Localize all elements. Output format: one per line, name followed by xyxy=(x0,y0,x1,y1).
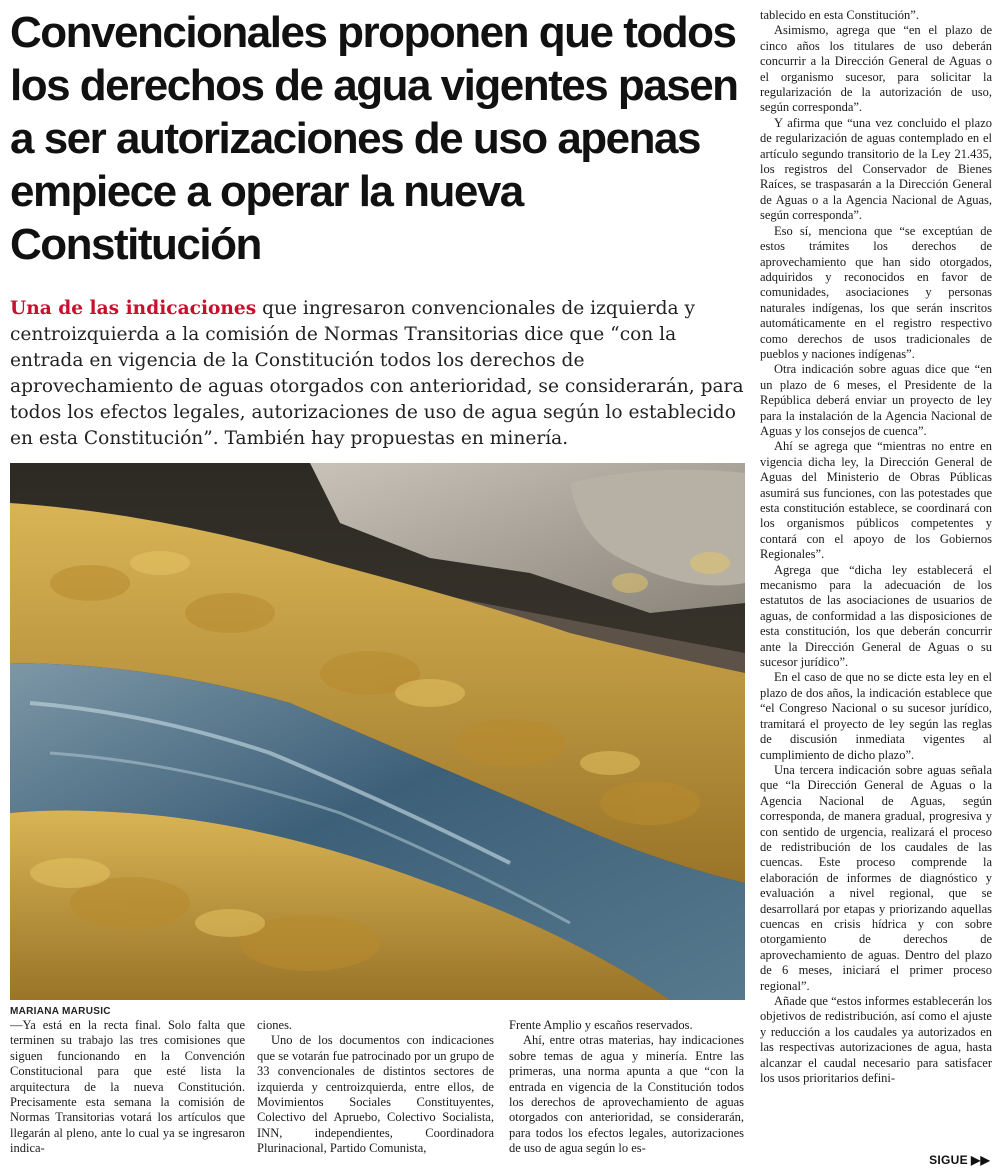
paragraph: —Ya está en la recta final. Solo falta que terminen su trabajo las tres comisiones que siguen funcionando en la Convención Constitucional para que esté lista la arquitectura de la nueva Constitución. Precisamente esta semana la comisión de Normas Transitorias votará los artículos que llegarán al pleno, ante lo cual ya se ingresaron indica- xyxy=(10,1018,245,1156)
paragraph: tablecido en esta Constitución”. xyxy=(760,8,919,22)
paragraph: Uno de los documentos con indicaciones que se votarán fue patrocinado por un grupo de 33 convencionales de distintos sectores de izquierda y centroizquierda, entre ellos, de Movimientos Sociales Constituyentes, Colectivo del Apruebo, Colectivo Socialista, INN, independientes, Coordinadora Plurinacional, Partido Comunista, xyxy=(257,1033,494,1156)
continue-label: SIGUE xyxy=(929,1153,968,1167)
continue-marker xyxy=(929,1153,990,1167)
paragraph: Otra indicación sobre aguas dice que “en un plazo de 6 meses, el Presidente de la República deberá enviar un proyecto de ley para la instalación de la Agencia Nacional de Aguas y los consejos de cuenca”. xyxy=(760,362,992,438)
paragraph: Añade que “estos informes establecerán los objetivos de redistribución, así como el ajuste y reducción a los caudales ya autorizados en las respectivas autorizaciones de agua, hasta alcanzar el caudal necesario para satisfacer los usos prioritarios defini- xyxy=(760,994,992,1086)
paragraph: Eso sí, menciona que “se exceptúan de estos trámites los derechos de aprovechamiento que han sido otorgados, adquiridos y reconocidos en favor de comunidades, asociaciones y personas naturales indígenas, los que serán inscritos automáticamente en el registro respectivo como derechos de usos tradicionales de pueblos y naciones indígenas”. xyxy=(760,223,992,361)
paragraph: En el caso de que no se dicte esta ley en el plazo de dos años, la indicación establece que “el Congreso Nacional o su sucesor jurídico, tramitará el proyecto de ley según las reglas de discusión inmediata vigentes al cumplimiento de dicho plazo”. xyxy=(760,670,992,762)
paragraph: Asimismo, agrega que “en el plazo de cinco años los titulares de uso deberán concurrir a la Dirección General de Aguas o el organismo sucesor, para solicitar la regularización de la autorización de uso, según corresponda”. xyxy=(760,23,992,115)
byline: MARIANA MARUSIC xyxy=(10,1006,111,1017)
lead-paragraph xyxy=(10,296,745,452)
column-1 xyxy=(10,1018,245,1170)
column-4 xyxy=(760,8,992,1150)
paragraph: Ahí se agrega que “mientras no entre en vigencia dicha ley, la Dirección General de Aguas del Ministerio de Obras Públicas asumirá sus funciones, con las potestades que esta constitución establece, se coordinará con los organismos públicos competentes y contará con el apoyo de los Gobiernos Regionales”. xyxy=(760,439,992,562)
continue-arrow-icon: ▶▶ xyxy=(970,1153,990,1167)
paragraph: Una tercera indicación sobre aguas señala que “la Dirección General de Aguas o la Agencia Nacional de Aguas, según corresponda, de manera gradual, progresiva y con sentido de urgencia, realizará el proceso de redistribución de los caudales de las cuencas. Este proceso comprende la elaboración de informes de diagnóstico y evaluación a nivel regional, que se desarrollará por etapas y priorizando aquellas cuencas en crisis hídrica y con sobre otorgamiento de derechos de aprovechamiento de aguas. Dentro del plazo de 6 meses, iniciará el primer proceso regional”. xyxy=(760,762,992,993)
paragraph: Ahí, entre otras materias, hay indicaciones sobre temas de agua y minería. Entre las primeras, una norma apunta a que “con la entrada en vigencia de la Constitución todos los derechos de aprovechamiento de aguas otorgados con anterioridad, se considerarán, para todos los efectos legales, autorizaciones de uso de agua según lo es- xyxy=(509,1033,744,1156)
article-photo xyxy=(10,463,745,1000)
photo-altiplano-stream xyxy=(10,463,745,1000)
lead-highlight: Una de las indicaciones xyxy=(10,298,257,319)
lead-text: que ingresaron convencionales de izquierda y centroizquierda a la comisión de Normas Transitorias dice que “con la entrada en vigencia de la Constitución todos los derechos de aprovechamiento de aguas otorgados con anterioridad, se considerarán, para todos los efectos legales, autorizaciones de uso de agua según lo establecido en esta Constitución”. También hay propuestas en minería. xyxy=(10,298,744,449)
column-2 xyxy=(257,1018,494,1170)
headline: Convencionales proponen que todos los derechos de agua vigentes pasen a ser autorizaciones de uso apenas empiece a operar la nueva Constitución xyxy=(10,8,738,269)
paragraph: ciones. xyxy=(257,1018,293,1032)
paragraph: Frente Amplio y escaños reservados. xyxy=(509,1018,693,1032)
paragraph: Agrega que “dicha ley establecerá el mecanismo para la adecuación de los estatutos de las asociaciones de usuarios de aguas, de conformidad a las disposiciones de esta constitución, los que deberán concurrir ante la Dirección General de Aguas o su sucesor jurídico”. xyxy=(760,562,992,670)
paragraph: Y afirma que “una vez concluido el plazo de regularización de aguas contemplado en el artículo segundo transitorio de la Ley 21.435, los registros del Conservador de Bienes Raíces, se traspasarán a la Dirección General de Aguas o a la Agencia Nacional de Aguas, según corresponda”. xyxy=(760,115,992,223)
column-3 xyxy=(509,1018,744,1170)
